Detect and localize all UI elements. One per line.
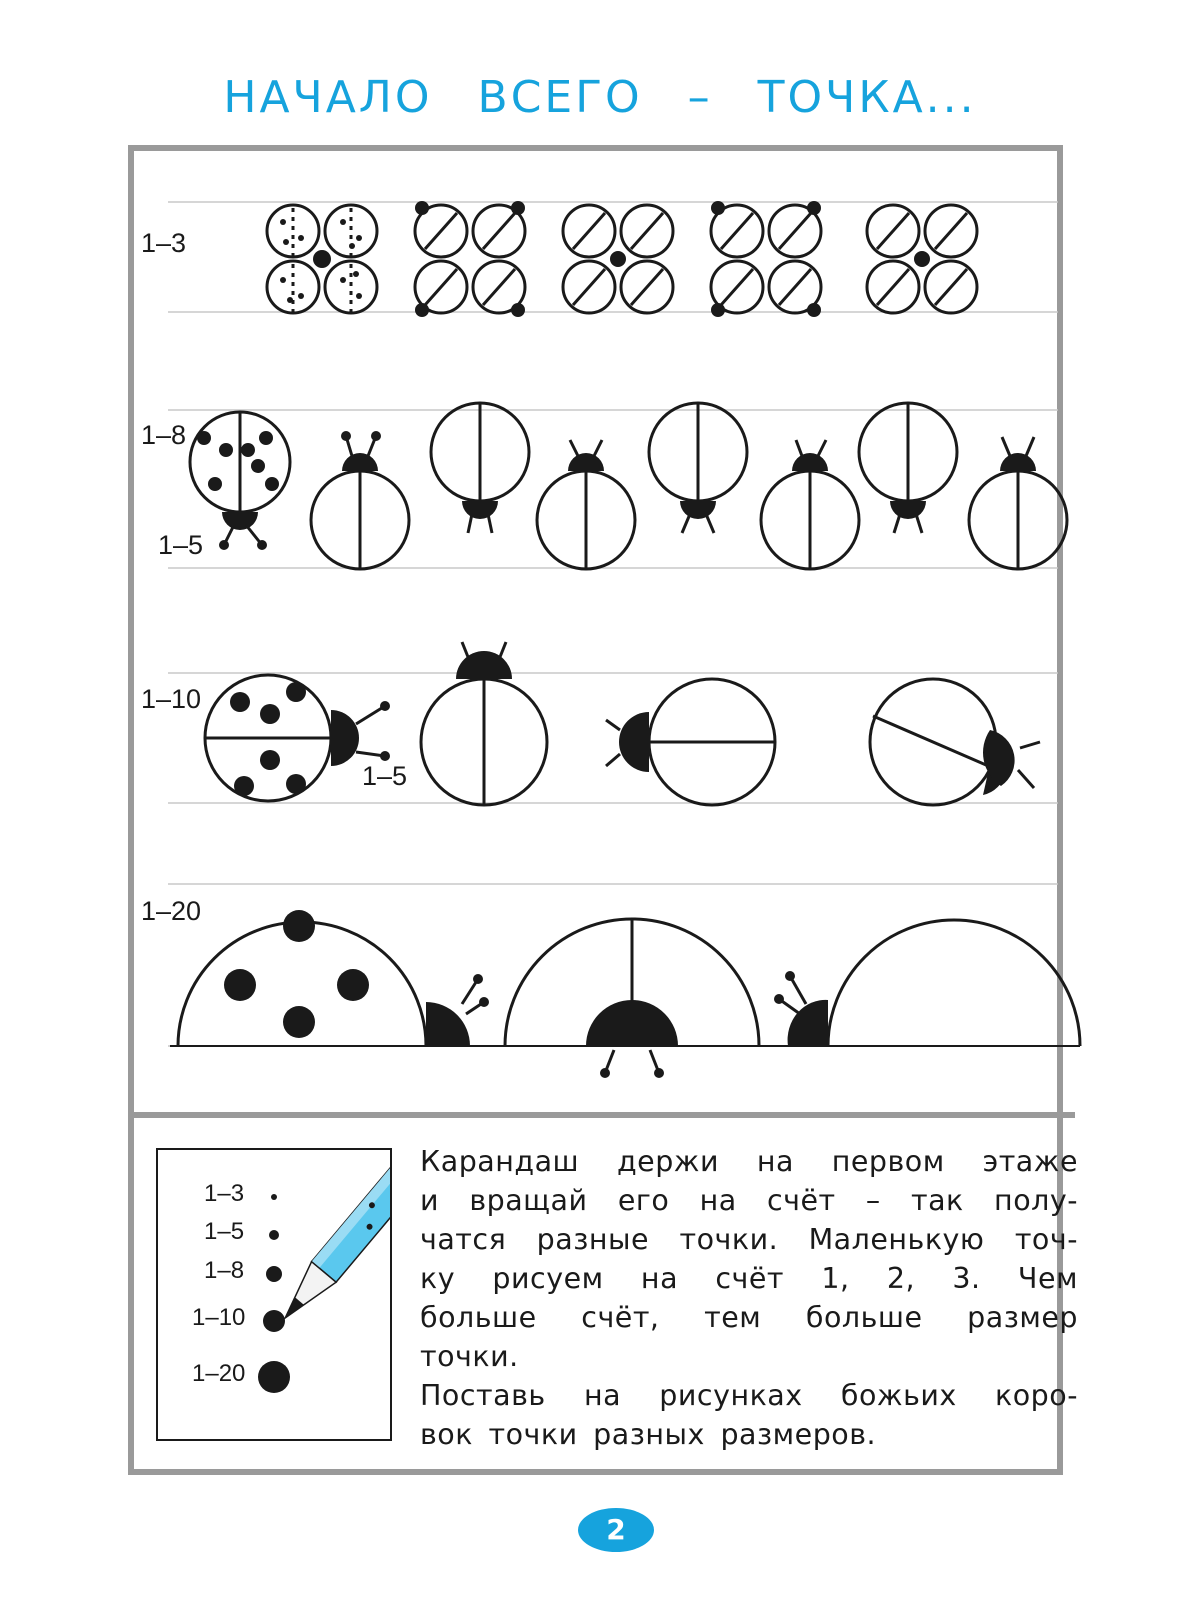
row4-count-label: 1–20	[141, 896, 202, 926]
row2-count-label: 1–8	[141, 420, 187, 450]
pencil-icon	[158, 1150, 390, 1439]
instruction-line-4: ку рисуем на счёт 1, 2, 3. Чем	[420, 1262, 1078, 1295]
page-number: 2	[578, 1508, 654, 1552]
dot-size-label-3: 1–8	[204, 1257, 245, 1284]
instruction-line-7: Поставь на рисунках божьих коро-	[420, 1379, 1078, 1412]
instruction-line-3: чатся разные точки. Маленькую точ-	[420, 1223, 1078, 1256]
instruction-line-2: и вращай его на счёт – так полу-	[420, 1184, 1078, 1217]
dot-size-label-1: 1–3	[204, 1180, 245, 1207]
row3-count-label: 1–10	[141, 684, 202, 714]
row3-head-count-label: 1–5	[362, 761, 408, 791]
instruction-line-6: точки.	[420, 1340, 519, 1373]
row2-head-count-label: 1–5	[158, 530, 204, 560]
instruction-line-8: вок точки разных размеров.	[420, 1418, 877, 1451]
instruction-line-5: больше счёт, тем больше размер	[420, 1301, 1078, 1334]
instruction-text	[420, 1142, 1078, 1454]
dot-size-label-4: 1–10	[192, 1304, 246, 1331]
page-title: НАЧАЛО ВСЕГО – ТОЧКА...	[223, 72, 977, 123]
dot-size-label-5: 1–20	[192, 1360, 246, 1387]
dot-size-label-2: 1–5	[204, 1218, 245, 1245]
row1-count-label: 1–3	[141, 228, 187, 258]
instruction-line-1: Карандаш держи на первом этаже	[420, 1145, 1078, 1178]
dot-size-legend	[156, 1148, 392, 1441]
